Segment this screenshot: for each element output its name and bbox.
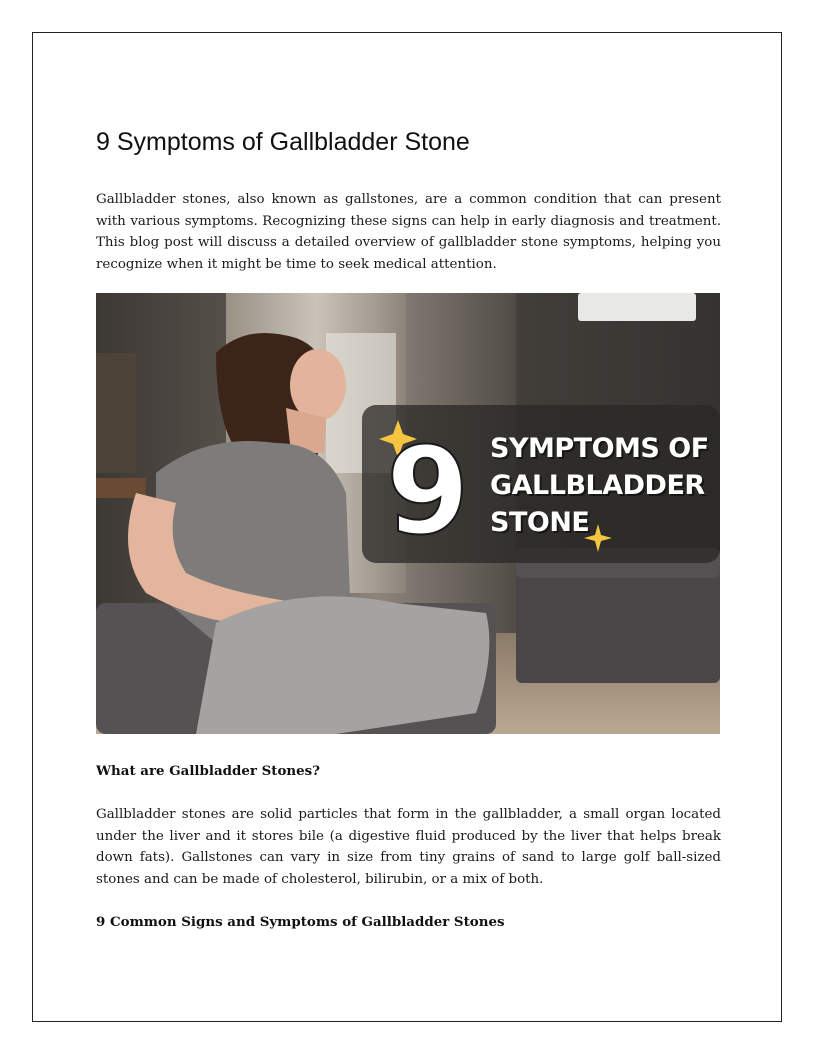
page-title: 9 Symptoms of Gallbladder Stone bbox=[96, 128, 470, 156]
section-paragraph-definition: Gallbladder stones are solid particles that form in the gallbladder, a small organ located under the liver and it stores bile (a digestive fluid produced by the liver that helps break down fats). Gallstones can vary in size from tiny grains of sand to large golf ball-sized stones and can be made of cholesterol, bilirubin, or a mix of both. bbox=[96, 807, 721, 887]
section-heading-what-are: What are Gallbladder Stones? bbox=[96, 763, 321, 779]
hero-line-2: GALLBLADDER bbox=[490, 470, 705, 501]
hero-line-1: SYMPTOMS OF bbox=[490, 433, 709, 464]
intro-paragraph: Gallbladder stones, also known as gallstones, are a common condition that can present with various symptoms. Recognizing these signs can help in early diagnosis and treatment. This blog post will discuss a detailed overview of gallbladder stone symptoms, helping you recognize when it might be time to seek medical attention. bbox=[96, 192, 721, 272]
hero-line-3: STONE bbox=[490, 507, 590, 538]
hero-number: 9 bbox=[386, 423, 470, 562]
hero-image bbox=[96, 293, 720, 734]
section-heading-symptoms: 9 Common Signs and Symptoms of Gallbladder Stones bbox=[96, 914, 505, 930]
